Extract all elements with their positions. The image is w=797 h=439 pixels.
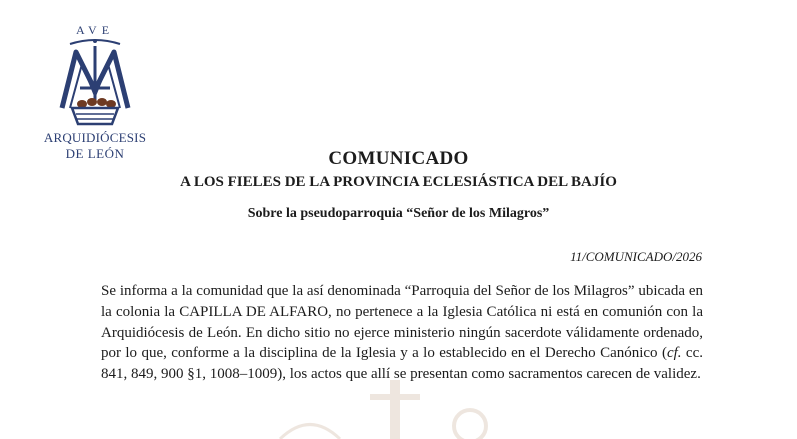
document-subject: Sobre la pseudoparroquia “Señor de los Milagros”	[247, 206, 550, 221]
logo-org-line2: DE LEÓN	[65, 146, 125, 161]
watermark-cross-icon	[270, 380, 520, 439]
body-text-part2: cc. 841, 849, 900 §1, 1008–1009), los actos que allí se presentan como sacramentos carecen de validez.	[101, 345, 703, 383]
logo-ave-text: AVE	[75, 23, 115, 37]
document-title: COMUNICADO	[328, 148, 469, 169]
emblem-icon	[52, 38, 138, 130]
logo-org-line1: ARQUIDIÓCESIS	[43, 130, 147, 145]
body-text-part1: Se informa a la comunidad que la así denominada “Parroquia del Señor de los Milagros” ubicada en la colonia la CAPILLA DE ALFARO, no pertenece a la Iglesia Católica ni está en comunión con la Arquidiócesis de León. En dicho sitio no ejerce ministerio ningún sacerdote válidamente ordenado, por lo que, conforme a la disciplina de la Iglesia y a lo establecido en el Derecho Canónico (	[101, 283, 703, 362]
body-text-cf: cf.	[666, 345, 682, 362]
archdiocese-logo	[40, 18, 150, 168]
body-paragraph	[101, 281, 703, 385]
document-subtitle: A LOS FIELES DE LA PROVINCIA ECLESIÁSTICA DEL BAJÍO	[180, 174, 617, 190]
document-code: 11/COMUNICADO/2026	[570, 249, 702, 264]
